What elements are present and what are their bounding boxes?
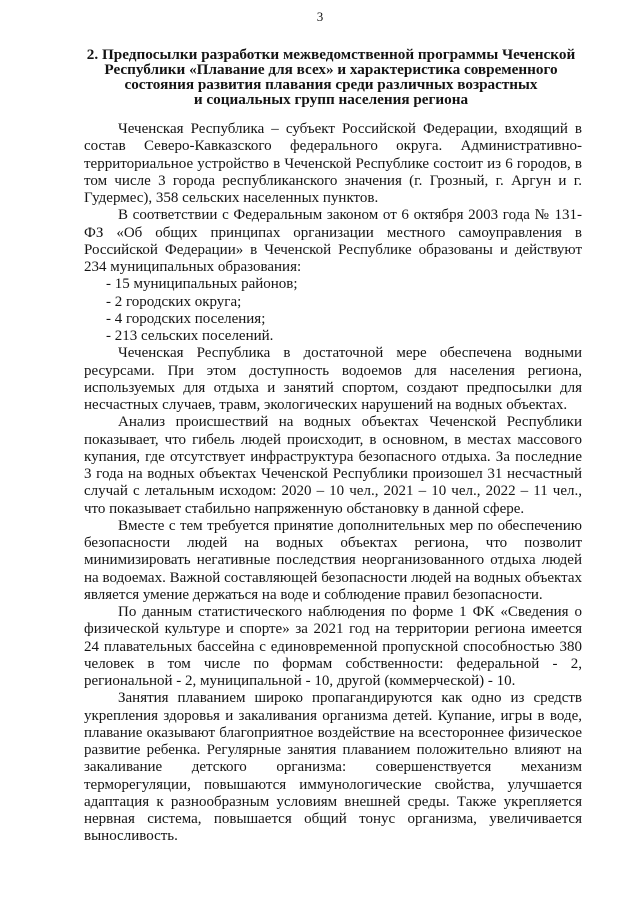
list-item: - 15 муниципальных районов;	[106, 276, 298, 293]
paragraph-incident-analysis: Анализ происшествий на водных объектах Чеченской Республики показывает, что гибель людей происходит, в основном, в местах массового купания, где отсутствует инфраструктура безопасного отдыха. За последние 3 года на водных объектах Чеченской Республики произошел 31 несчастный случай с летальным исходом: 2020 – 10 чел., 2021 – 10 чел., 2022 – 11 чел., что показывает стабильно напряженную обстановку в данной сфере.	[84, 414, 582, 517]
paragraph-municipal-law: В соответствии с Федеральным законом от 6 октября 2003 года № 131-ФЗ «Об общих принципах организации местного самоуправления в Российской Федерации» в Чеченской Республике образованы и действуют 234 муниципальных образования:	[84, 207, 582, 275]
paragraph-statistics: По данным статистического наблюдения по форме 1 ФК «Сведения о физической культуре и спорте» за 2021 год на территории региона имеется 24 плавательных бассейна с единовременной пропускной способностью 380 человек в том числе по формам собственности: федеральной - 2, региональной - 2, муниципальной - 10, другой (коммерческой) - 10.	[84, 604, 582, 689]
document-body	[84, 121, 582, 846]
section-heading-line: Республики «Плавание для всех» и характеристика современного	[104, 61, 558, 78]
section-heading-line: состояния развития плавания среди различных возрастных	[124, 76, 538, 93]
list-item: - 213 сельских поселений.	[106, 328, 274, 344]
paragraph-swimming-benefits: Занятия плаванием широко пропагандируются как одно из средств укрепления здоровья и закаливания организма детей. Купание, игры в воде, плавание оказывают благоприятное воздействие на всестороннее физическое развитие ребенка. Регулярные занятия плаванием положительно влияют на закаливание детского организма: совершенствуется механизм терморегуляции, повышаются иммунологические свойства, улучшается адаптация к разнообразным условиям внешней среды. Также укрепляется нервная система, повышается общий тонус организма, увеличивается выносливость.	[84, 690, 582, 845]
paragraph-region-overview: Чеченская Республика – субъект Российской Федерации, входящий в состав Северо-Кавказского федерального округа. Административно-территориальное устройство в Чеченской Республике состоит из 6 городов, в том числе 3 города республиканского значения (г. Грозный, г. Аргун и г. Гудермес), 358 сельских населенных пунктов.	[84, 121, 582, 206]
section-heading	[80, 47, 582, 107]
section-heading-line: 2. Предпосылки разработки межведомственной программы Чеченской	[86, 46, 576, 63]
section-heading-line: и социальных групп населения региона	[193, 91, 469, 108]
page-number: 3	[316, 9, 324, 24]
paragraph-water-resources: Чеченская Республика в достаточной мере обеспечена водными ресурсами. При этом доступность водоемов для населения региона, используемых для отдыха и занятий спортом, создают предпосылки для несчастных случаев, травм, экологических нарушений на водных объектах.	[84, 345, 582, 413]
paragraph-safety-measures: Вместе с тем требуется принятие дополнительных мер по обеспечению безопасности людей на водных объектах региона, что позволит минимизировать негативные последствия неорганизованного отдыха людей на водоемах. Важной составляющей безопасности людей на водных объектах является умение держаться на воде и соблюдение правил безопасности.	[84, 517, 582, 603]
list-item: - 2 городских округа;	[106, 293, 242, 310]
list-item: - 4 городских поселения;	[106, 310, 266, 327]
municipal-list	[84, 276, 582, 345]
